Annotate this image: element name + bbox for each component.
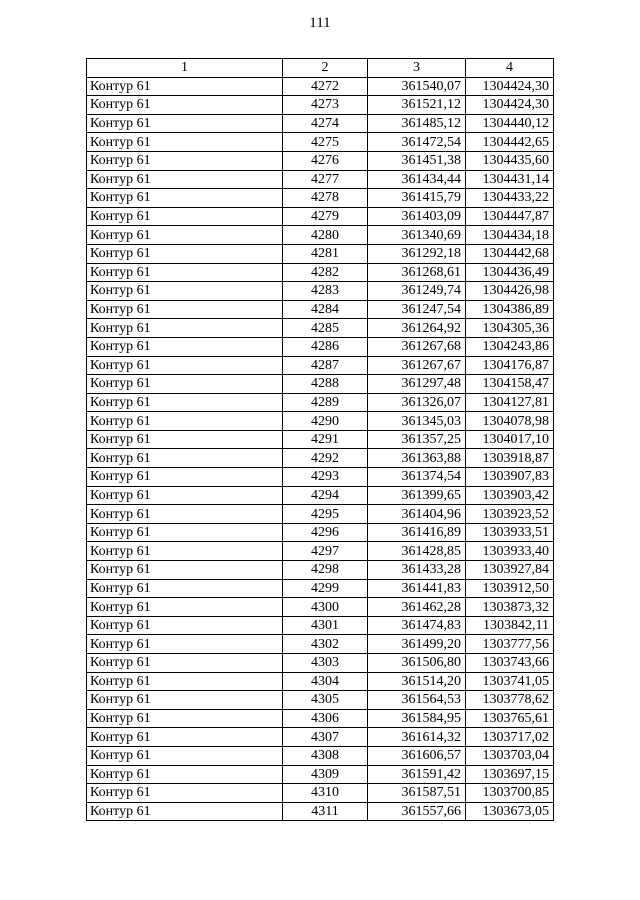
table-row (87, 189, 554, 208)
y-coordinate-cell: 1304433,22 (466, 189, 554, 208)
x-coordinate-cell: 361267,67 (368, 356, 466, 375)
table-row (87, 468, 554, 487)
x-coordinate-cell: 361404,96 (368, 505, 466, 524)
y-coordinate-cell: 1303923,52 (466, 505, 554, 524)
contour-name-cell: Контур 61 (87, 244, 283, 263)
table-row (87, 523, 554, 542)
point-number-cell: 4309 (283, 765, 368, 784)
table-row (87, 133, 554, 152)
y-coordinate-cell: 1304434,18 (466, 226, 554, 245)
x-coordinate-cell: 361591,42 (368, 765, 466, 784)
contour-name-cell: Контур 61 (87, 133, 283, 152)
y-coordinate-cell: 1304078,98 (466, 412, 554, 431)
y-coordinate-cell: 1304127,81 (466, 393, 554, 412)
y-coordinate-cell: 1304431,14 (466, 170, 554, 189)
x-coordinate-cell: 361433,28 (368, 561, 466, 580)
column-header-2: 2 (283, 59, 368, 78)
y-coordinate-cell: 1304435,60 (466, 151, 554, 170)
table-row (87, 151, 554, 170)
table-row (87, 579, 554, 598)
contour-name-cell: Контур 61 (87, 709, 283, 728)
point-number-cell: 4296 (283, 523, 368, 542)
contour-name-cell: Контур 61 (87, 263, 283, 282)
point-number-cell: 4294 (283, 486, 368, 505)
y-coordinate-cell: 1304424,30 (466, 96, 554, 115)
point-number-cell: 4275 (283, 133, 368, 152)
table-row (87, 635, 554, 654)
x-coordinate-cell: 361557,66 (368, 802, 466, 821)
table-row (87, 393, 554, 412)
contour-name-cell: Контур 61 (87, 189, 283, 208)
y-coordinate-cell: 1303912,50 (466, 579, 554, 598)
y-coordinate-cell: 1303717,02 (466, 728, 554, 747)
contour-name-cell: Контур 61 (87, 616, 283, 635)
contour-name-cell: Контур 61 (87, 282, 283, 301)
point-number-cell: 4277 (283, 170, 368, 189)
point-number-cell: 4287 (283, 356, 368, 375)
table-row (87, 356, 554, 375)
table-row (87, 114, 554, 133)
point-number-cell: 4289 (283, 393, 368, 412)
x-coordinate-cell: 361297,48 (368, 375, 466, 394)
contour-name-cell: Контур 61 (87, 449, 283, 468)
x-coordinate-cell: 361564,53 (368, 691, 466, 710)
table-row (87, 561, 554, 580)
x-coordinate-cell: 361249,74 (368, 282, 466, 301)
point-number-cell: 4284 (283, 300, 368, 319)
point-number-cell: 4279 (283, 207, 368, 226)
point-number-cell: 4298 (283, 561, 368, 580)
contour-name-cell: Контур 61 (87, 226, 283, 245)
y-coordinate-cell: 1304305,36 (466, 319, 554, 338)
table-row (87, 616, 554, 635)
y-coordinate-cell: 1303842,11 (466, 616, 554, 635)
contour-name-cell: Контур 61 (87, 393, 283, 412)
point-number-cell: 4311 (283, 802, 368, 821)
x-coordinate-cell: 361264,92 (368, 319, 466, 338)
point-number-cell: 4288 (283, 375, 368, 394)
table-row (87, 77, 554, 96)
table-row (87, 226, 554, 245)
table-row (87, 691, 554, 710)
y-coordinate-cell: 1304442,65 (466, 133, 554, 152)
y-coordinate-cell: 1304447,87 (466, 207, 554, 226)
contour-name-cell: Контур 61 (87, 561, 283, 580)
point-number-cell: 4290 (283, 412, 368, 431)
y-coordinate-cell: 1303703,04 (466, 746, 554, 765)
point-number-cell: 4286 (283, 337, 368, 356)
table-row (87, 412, 554, 431)
contour-name-cell: Контур 61 (87, 486, 283, 505)
point-number-cell: 4299 (283, 579, 368, 598)
x-coordinate-cell: 361587,51 (368, 784, 466, 803)
x-coordinate-cell: 361363,88 (368, 449, 466, 468)
y-coordinate-cell: 1304386,89 (466, 300, 554, 319)
x-coordinate-cell: 361614,32 (368, 728, 466, 747)
table-row (87, 654, 554, 673)
contour-name-cell: Контур 61 (87, 728, 283, 747)
x-coordinate-cell: 361451,38 (368, 151, 466, 170)
page-number: 111 (309, 15, 331, 31)
contour-name-cell: Контур 61 (87, 114, 283, 133)
x-coordinate-cell: 361584,95 (368, 709, 466, 728)
table-body (87, 77, 554, 821)
point-number-cell: 4295 (283, 505, 368, 524)
table-row (87, 802, 554, 821)
x-coordinate-cell: 361415,79 (368, 189, 466, 208)
point-number-cell: 4304 (283, 672, 368, 691)
y-coordinate-cell: 1303777,56 (466, 635, 554, 654)
x-coordinate-cell: 361472,54 (368, 133, 466, 152)
x-coordinate-cell: 361416,89 (368, 523, 466, 542)
table-row (87, 170, 554, 189)
x-coordinate-cell: 361268,61 (368, 263, 466, 282)
contour-name-cell: Контур 61 (87, 151, 283, 170)
x-coordinate-cell: 361434,44 (368, 170, 466, 189)
contour-name-cell: Контур 61 (87, 412, 283, 431)
point-number-cell: 4291 (283, 430, 368, 449)
y-coordinate-cell: 1304436,49 (466, 263, 554, 282)
contour-name-cell: Контур 61 (87, 746, 283, 765)
y-coordinate-cell: 1303927,84 (466, 561, 554, 580)
point-number-cell: 4306 (283, 709, 368, 728)
table-row (87, 672, 554, 691)
table-row (87, 784, 554, 803)
x-coordinate-cell: 361374,54 (368, 468, 466, 487)
contour-name-cell: Контур 61 (87, 802, 283, 821)
table-row (87, 282, 554, 301)
x-coordinate-cell: 361514,20 (368, 672, 466, 691)
y-coordinate-cell: 1303673,05 (466, 802, 554, 821)
y-coordinate-cell: 1304017,10 (466, 430, 554, 449)
y-coordinate-cell: 1303933,51 (466, 523, 554, 542)
x-coordinate-cell: 361606,57 (368, 746, 466, 765)
contour-name-cell: Контур 61 (87, 319, 283, 338)
x-coordinate-cell: 361499,20 (368, 635, 466, 654)
table-row (87, 765, 554, 784)
x-coordinate-cell: 361540,07 (368, 77, 466, 96)
point-number-cell: 4276 (283, 151, 368, 170)
table-row (87, 709, 554, 728)
y-coordinate-cell: 1303765,61 (466, 709, 554, 728)
x-coordinate-cell: 361345,03 (368, 412, 466, 431)
point-number-cell: 4308 (283, 746, 368, 765)
x-coordinate-cell: 361441,83 (368, 579, 466, 598)
x-coordinate-cell: 361340,69 (368, 226, 466, 245)
point-number-cell: 4301 (283, 616, 368, 635)
y-coordinate-cell: 1303700,85 (466, 784, 554, 803)
contour-name-cell: Контур 61 (87, 598, 283, 617)
contour-name-cell: Контур 61 (87, 96, 283, 115)
point-number-cell: 4292 (283, 449, 368, 468)
table-row (87, 598, 554, 617)
x-coordinate-cell: 361521,12 (368, 96, 466, 115)
contour-name-cell: Контур 61 (87, 784, 283, 803)
table-row (87, 505, 554, 524)
table-row (87, 244, 554, 263)
contour-name-cell: Контур 61 (87, 635, 283, 654)
contour-name-cell: Контур 61 (87, 375, 283, 394)
column-header-4: 4 (466, 59, 554, 78)
point-number-cell: 4273 (283, 96, 368, 115)
table-row (87, 449, 554, 468)
contour-name-cell: Контур 61 (87, 542, 283, 561)
point-number-cell: 4297 (283, 542, 368, 561)
point-number-cell: 4285 (283, 319, 368, 338)
contour-name-cell: Контур 61 (87, 77, 283, 96)
point-number-cell: 4278 (283, 189, 368, 208)
table-row (87, 542, 554, 561)
x-coordinate-cell: 361267,68 (368, 337, 466, 356)
y-coordinate-cell: 1304176,87 (466, 356, 554, 375)
point-number-cell: 4310 (283, 784, 368, 803)
point-number-cell: 4305 (283, 691, 368, 710)
point-number-cell: 4293 (283, 468, 368, 487)
y-coordinate-cell: 1304158,47 (466, 375, 554, 394)
x-coordinate-cell: 361292,18 (368, 244, 466, 263)
contour-name-cell: Контур 61 (87, 654, 283, 673)
point-number-cell: 4282 (283, 263, 368, 282)
point-number-cell: 4307 (283, 728, 368, 747)
point-number-cell: 4272 (283, 77, 368, 96)
y-coordinate-cell: 1304440,12 (466, 114, 554, 133)
x-coordinate-cell: 361326,07 (368, 393, 466, 412)
y-coordinate-cell: 1303741,05 (466, 672, 554, 691)
table-row (87, 746, 554, 765)
y-coordinate-cell: 1304424,30 (466, 77, 554, 96)
contour-name-cell: Контур 61 (87, 207, 283, 226)
y-coordinate-cell: 1303743,66 (466, 654, 554, 673)
table-row (87, 263, 554, 282)
y-coordinate-cell: 1303903,42 (466, 486, 554, 505)
contour-name-cell: Контур 61 (87, 468, 283, 487)
point-number-cell: 4283 (283, 282, 368, 301)
contour-name-cell: Контур 61 (87, 505, 283, 524)
y-coordinate-cell: 1303778,62 (466, 691, 554, 710)
x-coordinate-cell: 361428,85 (368, 542, 466, 561)
table-row (87, 207, 554, 226)
contour-name-cell: Контур 61 (87, 672, 283, 691)
contour-name-cell: Контур 61 (87, 430, 283, 449)
point-number-cell: 4281 (283, 244, 368, 263)
y-coordinate-cell: 1303918,87 (466, 449, 554, 468)
y-coordinate-cell: 1304243,86 (466, 337, 554, 356)
table-row (87, 375, 554, 394)
table-row (87, 430, 554, 449)
table-row (87, 319, 554, 338)
x-coordinate-cell: 361462,28 (368, 598, 466, 617)
point-number-cell: 4302 (283, 635, 368, 654)
point-number-cell: 4274 (283, 114, 368, 133)
column-header-1: 1 (87, 59, 283, 78)
y-coordinate-cell: 1303907,83 (466, 468, 554, 487)
point-number-cell: 4280 (283, 226, 368, 245)
x-coordinate-cell: 361485,12 (368, 114, 466, 133)
contour-name-cell: Контур 61 (87, 523, 283, 542)
column-header-3: 3 (368, 59, 466, 78)
contour-name-cell: Контур 61 (87, 337, 283, 356)
x-coordinate-cell: 361474,83 (368, 616, 466, 635)
table-row (87, 96, 554, 115)
table-row (87, 486, 554, 505)
x-coordinate-cell: 361399,65 (368, 486, 466, 505)
contour-name-cell: Контур 61 (87, 356, 283, 375)
contour-name-cell: Контур 61 (87, 765, 283, 784)
y-coordinate-cell: 1304426,98 (466, 282, 554, 301)
x-coordinate-cell: 361357,25 (368, 430, 466, 449)
x-coordinate-cell: 361403,09 (368, 207, 466, 226)
coordinates-table (86, 58, 554, 821)
y-coordinate-cell: 1304442,68 (466, 244, 554, 263)
x-coordinate-cell: 361247,54 (368, 300, 466, 319)
x-coordinate-cell: 361506,80 (368, 654, 466, 673)
table-row (87, 300, 554, 319)
table-row (87, 728, 554, 747)
contour-name-cell: Контур 61 (87, 579, 283, 598)
table-header-row (87, 59, 554, 78)
contour-name-cell: Контур 61 (87, 170, 283, 189)
table-row (87, 337, 554, 356)
y-coordinate-cell: 1303697,15 (466, 765, 554, 784)
point-number-cell: 4300 (283, 598, 368, 617)
y-coordinate-cell: 1303873,32 (466, 598, 554, 617)
contour-name-cell: Контур 61 (87, 300, 283, 319)
y-coordinate-cell: 1303933,40 (466, 542, 554, 561)
contour-name-cell: Контур 61 (87, 691, 283, 710)
point-number-cell: 4303 (283, 654, 368, 673)
